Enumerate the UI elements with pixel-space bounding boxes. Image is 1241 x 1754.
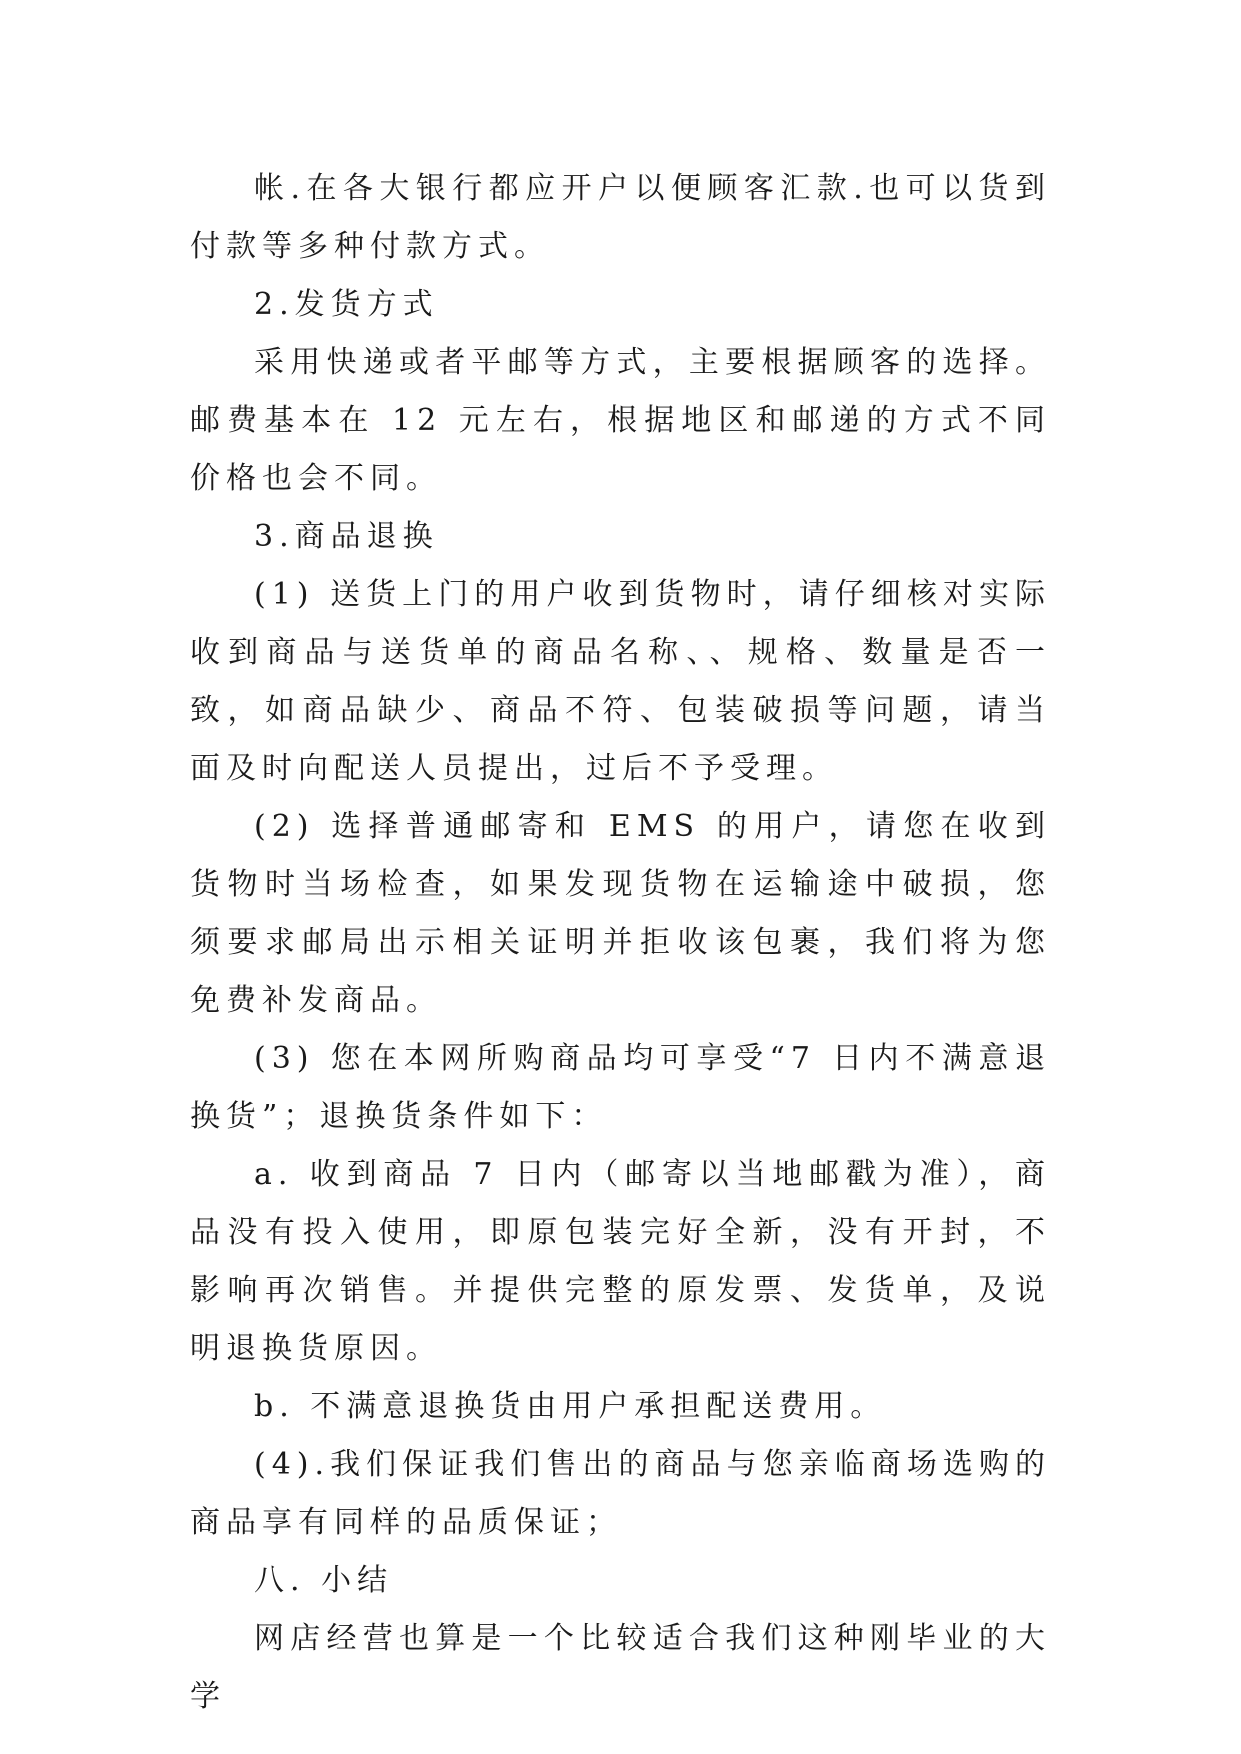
paragraph-return-condition-b: b. 不满意退换货由用户承担配送费用。: [254, 1389, 887, 1424]
heading-returns: 3.商品退换: [254, 519, 439, 554]
paragraph-return-rule-3: (3) 您在本网所购商品均可享受“7 日内不满意退换货”；退换货条件如下：: [190, 1041, 1051, 1134]
heading-shipping-method: 2.发货方式: [254, 287, 439, 322]
paragraph-return-rule-4: (4).我们保证我们售出的商品与您亲临商场选购的商品享有同样的品质保证；: [190, 1447, 1051, 1540]
paragraph-shipping: 采用快递或者平邮等方式，主要根据顾客的选择。邮费基本在 12 元左右，根据地区和邮递的方式不同价格也会不同。: [190, 345, 1051, 496]
paragraph-payment-methods: 帐.在各大银行都应开户以便顾客汇款.也可以货到付款等多种付款方式。: [190, 171, 1051, 264]
paragraph-summary: 网店经营也算是一个比较适合我们这种刚毕业的大学: [190, 1621, 1051, 1714]
paragraph-return-condition-a: a. 收到商品 7 日内（邮寄以当地邮戳为准），商品没有投入使用，即原包装完好全新，没有开封，不影响再次销售。并提供完整的原发票、发货单，及说明退换货原因。: [190, 1157, 1051, 1366]
heading-summary: 八. 小结: [254, 1563, 394, 1598]
paragraph-return-rule-2: (2) 选择普通邮寄和 EMS 的用户，请您在收到货物时当场检查，如果发现货物在运输途中破损，您须要求邮局出示相关证明并拒收该包裹，我们将为您免费补发商品。: [190, 809, 1051, 1018]
document-body: [190, 160, 1051, 1726]
paragraph-return-rule-1: (1) 送货上门的用户收到货物时，请仔细核对实际收到商品与送货单的商品名称、、规格、数量是否一致，如商品缺少、商品不符、包装破损等问题，请当面及时向配送人员提出，过后不予受理。: [190, 577, 1051, 786]
